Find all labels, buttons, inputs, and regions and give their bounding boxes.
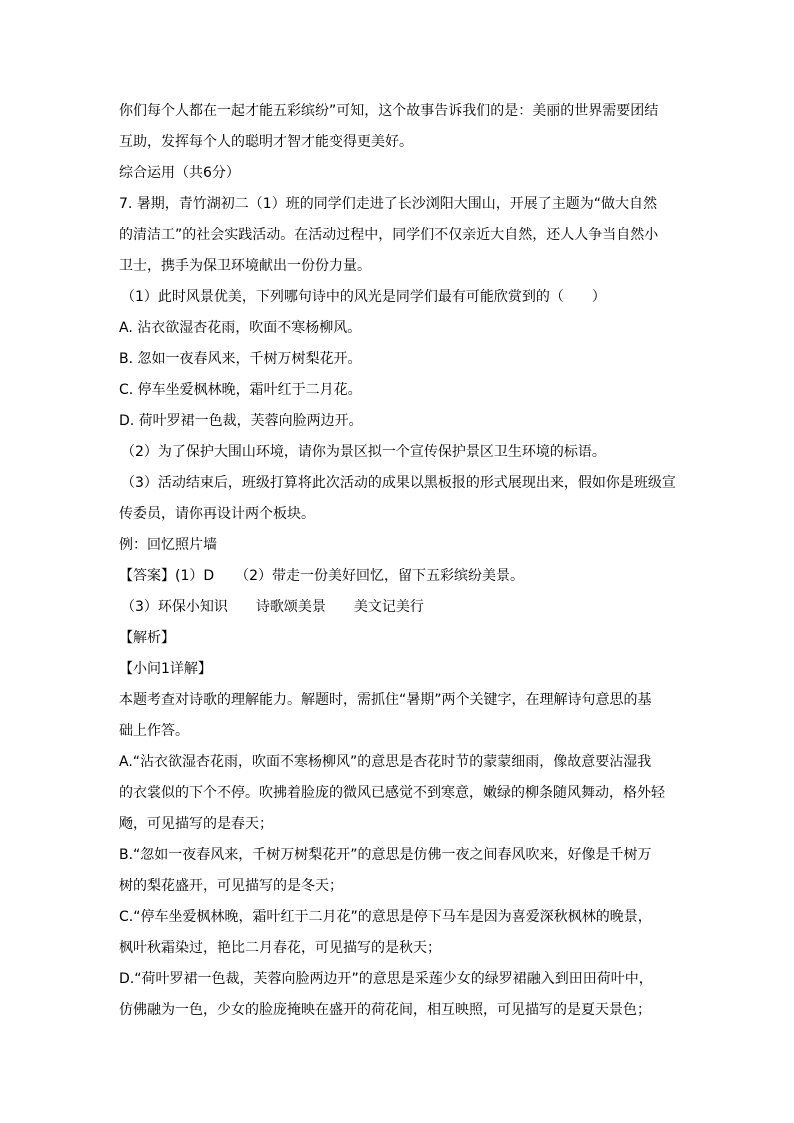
answer-line: （3）环保小知识 诗歌颂美景 美文记美行 [121, 599, 424, 615]
analysis-text: D.“荷叶罗裙一色裁，芙蓉向脸两边开”的意思是采莲少女的绿罗裙融入到田田荷叶中， [119, 971, 653, 987]
analysis-text: 仿佛融为一色，少女的脸庞掩映在盛开的荷花间，相互映照，可见描写的是夏天景色； [119, 1002, 651, 1018]
question-text: 的清洁工”的社会实践活动。在活动过程中，同学们不仅亲近大自然，还人人争当自然小 [119, 227, 659, 243]
analysis-text: 础上作答。 [119, 723, 189, 739]
analysis-text: 飏，可见描写的是春天； [119, 816, 273, 832]
question-text: 7. 暑期，青竹湖初二（1）班的同学们走进了长沙浏阳大围山，开展了主题为“做大自然 [119, 196, 657, 212]
text-line: 你们每个人都在一起才能五彩缤纷”可知，这个故事告诉我们的是：美丽的世界需要团结 [119, 103, 659, 119]
analysis-text: 的衣裳似的下个不停。吹拂着脸庞的微风已感觉不到寒意，嫩绿的柳条随风舞动，格外轻 [119, 785, 665, 801]
sub-question: （2）为了保护大围山环境，请你为景区拟一个宣传保护景区卫生环境的标语。 [121, 444, 606, 460]
sub-question: （1）此时风景优美，下列哪句诗中的风光是同学们最有可能欣赏到的（ ） [121, 289, 606, 305]
sub-question: （3）活动结束后，班级打算将此次活动的成果以黑板报的形式展现出来，假如你是班级宣 [121, 475, 676, 491]
option-a: A. 沾衣欲湿杏花雨，吹面不寒杨柳风。 [119, 320, 362, 336]
option-d: D. 荷叶罗裙一色裁，芙蓉向脸两边开。 [119, 413, 363, 429]
question-text: 卫士，携手为保卫环境献出一份份力量。 [119, 258, 371, 274]
text-line: 互助，发挥每个人的聪明才智才能变得更美好。 [119, 134, 413, 150]
sub-question: 传委员，请你再设计两个板块。 [119, 506, 315, 522]
option-b: B. 忽如一夜春风来，千树万树梨花开。 [119, 351, 362, 367]
analysis-text: C.“停车坐爱枫林晚，霜叶红于二月花”的意思是停下马车是因为喜爱深秋枫林的晚景， [119, 909, 652, 925]
section-heading: 综合运用（共6分） [119, 165, 240, 181]
analysis-text: 树的梨花盛开，可见描写的是冬天； [119, 878, 343, 894]
sub-heading: 【小问1详解】 [119, 661, 212, 677]
analysis-text: 本题考查对诗歌的理解能力。解题时，需抓住“暑期”两个关键字，在理解诗句意思的基 [119, 692, 652, 708]
analysis-heading: 【解析】 [119, 630, 175, 646]
example-text: 例：回忆照片墙 [119, 537, 217, 553]
analysis-text: 枫叶秋霜染过，艳比二月春花，可见描写的是秋天； [119, 940, 441, 956]
analysis-text: B.“忽如一夜春风来，千树万树梨花开”的意思是仿佛一夜之间春风吹来，好像是千树万 [119, 847, 652, 863]
analysis-text: A.“沾衣欲湿杏花雨，吹面不寒杨柳风”的意思是杏花时节的蒙蒙细雨，像故意要沾湿我 [119, 754, 652, 770]
option-c: C. 停车坐爱枫林晚，霜叶红于二月花。 [119, 382, 362, 398]
answer-line: 【答案】(1）D （2）带走一份美好回忆，留下五彩缤纷美景。 [119, 568, 525, 584]
